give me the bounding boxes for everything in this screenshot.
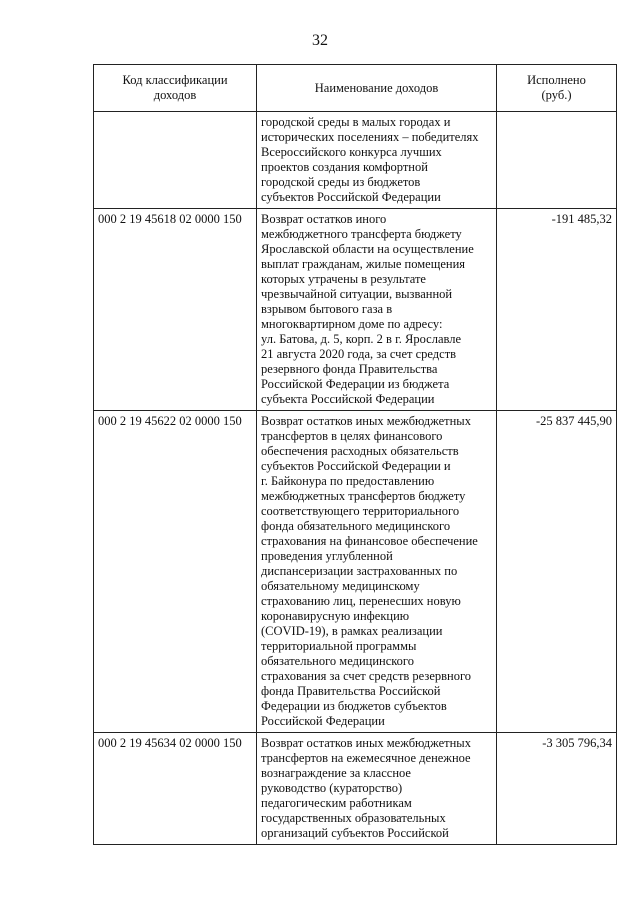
cell-name-line: проведения углубленной (261, 549, 393, 563)
header-amount (497, 65, 617, 112)
cell-name-line: страхованию лиц, перенесших новую (261, 594, 461, 608)
cell-name-line: страхования на финансовое обеспечение (261, 534, 478, 548)
cell-name (257, 733, 497, 845)
cell-name-line: взрывом бытового газа в (261, 302, 393, 316)
cell-name-line: организаций субъектов Российской (261, 826, 449, 840)
cell-name-line: выплат гражданам, жилые помещения (261, 257, 466, 271)
cell-code: 000 2 19 45618 02 0000 150 (94, 209, 257, 411)
cell-name-line: которых утрачены в результате (261, 272, 426, 286)
cell-name-line: Российской Федерации (261, 714, 385, 728)
cell-name-line: проектов создания комфортной (261, 160, 428, 174)
cell-name-line: диспансеризации застрахованных по (261, 564, 458, 578)
cell-name-line: г. Байконура по предоставлению (261, 474, 435, 488)
cell-name-line: обязательного медицинского (261, 654, 415, 668)
cell-name-line: Федерации из бюджетов субъектов (261, 699, 447, 713)
cell-name (257, 209, 497, 411)
cell-name-line: чрезвычайной ситуации, вызванной (261, 287, 453, 301)
cell-name-line: межбюджетного трансферта бюджету (261, 227, 462, 241)
cell-name-line: Возврат остатков иных межбюджетных (261, 414, 471, 428)
header-code-line: Код классификации (122, 73, 228, 87)
cell-code: 000 2 19 45622 02 0000 150 (94, 411, 257, 733)
cell-name-line: 21 августа 2020 года, за счет средств (261, 347, 457, 361)
cell-name-line: межбюджетных трансфертов бюджету (261, 489, 466, 503)
table-row (94, 733, 617, 845)
cell-name-line: субъекта Российской Федерации (261, 392, 435, 406)
cell-name-line: фонда обязательного медицинского (261, 519, 451, 533)
cell-name-line: Возврат остатков иного (261, 212, 387, 226)
cell-name-line: педагогическим работникам (261, 796, 412, 810)
cell-name (257, 112, 497, 209)
table-body (94, 112, 617, 845)
cell-name-line: коронавирусную инфекцию (261, 609, 410, 623)
cell-name-line: обеспечения расходных обязательств (261, 444, 459, 458)
cell-amount: -25 837 445,90 (497, 411, 617, 733)
header-amount-line: Исполнено (527, 73, 586, 87)
header-code-line: доходов (153, 88, 197, 102)
header-name-line: Наименование доходов (314, 80, 439, 95)
cell-amount: -191 485,32 (497, 209, 617, 411)
cell-name-line: соответствующего территориального (261, 504, 460, 518)
cell-name-line: Возврат остатков иных межбюджетных (261, 736, 471, 750)
cell-name-line: вознаграждение за классное (261, 766, 411, 780)
cell-name-line: Российской Федерации из бюджета (261, 377, 450, 391)
cell-code: 000 2 19 45634 02 0000 150 (94, 733, 257, 845)
cell-name-line: территориальной программы (261, 639, 417, 653)
header-name (257, 65, 497, 112)
cell-name (257, 411, 497, 733)
cell-name-line: субъектов Российской Федерации и (261, 459, 451, 473)
cell-name-line: субъектов Российской Федерации (261, 190, 441, 204)
cell-name-line: городской среды в малых городах и (261, 115, 451, 129)
cell-name-line: Всероссийского конкурса лучших (261, 145, 442, 159)
cell-name-line: городской среды из бюджетов (261, 175, 421, 189)
cell-name-line: страхования за счет средств резервного (261, 669, 472, 683)
cell-code (94, 112, 257, 209)
cell-name-line: резервного фонда Правительства (261, 362, 438, 376)
cell-name-line: многоквартирном доме по адресу: (261, 317, 443, 331)
cell-name-line: (COVID-19), в рамках реализации (261, 624, 443, 638)
cell-name-line: ул. Батова, д. 5, корп. 2 в г. Ярославле (261, 332, 462, 346)
cell-name-line: фонда Правительства Российской (261, 684, 441, 698)
page-number: 32 (312, 32, 328, 49)
cell-name-line: трансфертов на ежемесячное денежное (261, 751, 471, 765)
cell-name-line: исторических поселениях – победителях (261, 130, 479, 144)
cell-name-line: обязательному медицинскому (261, 579, 420, 593)
cell-name-line: руководство (кураторство) (261, 781, 403, 795)
header-code (94, 65, 257, 112)
revenue-table (93, 64, 617, 845)
table-row (94, 209, 617, 411)
cell-amount: -3 305 796,34 (497, 733, 617, 845)
header-amount-line: (руб.) (541, 88, 572, 102)
table-row (94, 112, 617, 209)
table-row (94, 411, 617, 733)
table-header-row (94, 65, 617, 112)
cell-name-line: Ярославской области на осуществление (261, 242, 474, 256)
cell-amount (497, 112, 617, 209)
cell-name-line: государственных образовательных (261, 811, 446, 825)
cell-name-line: трансфертов в целях финансового (261, 429, 443, 443)
